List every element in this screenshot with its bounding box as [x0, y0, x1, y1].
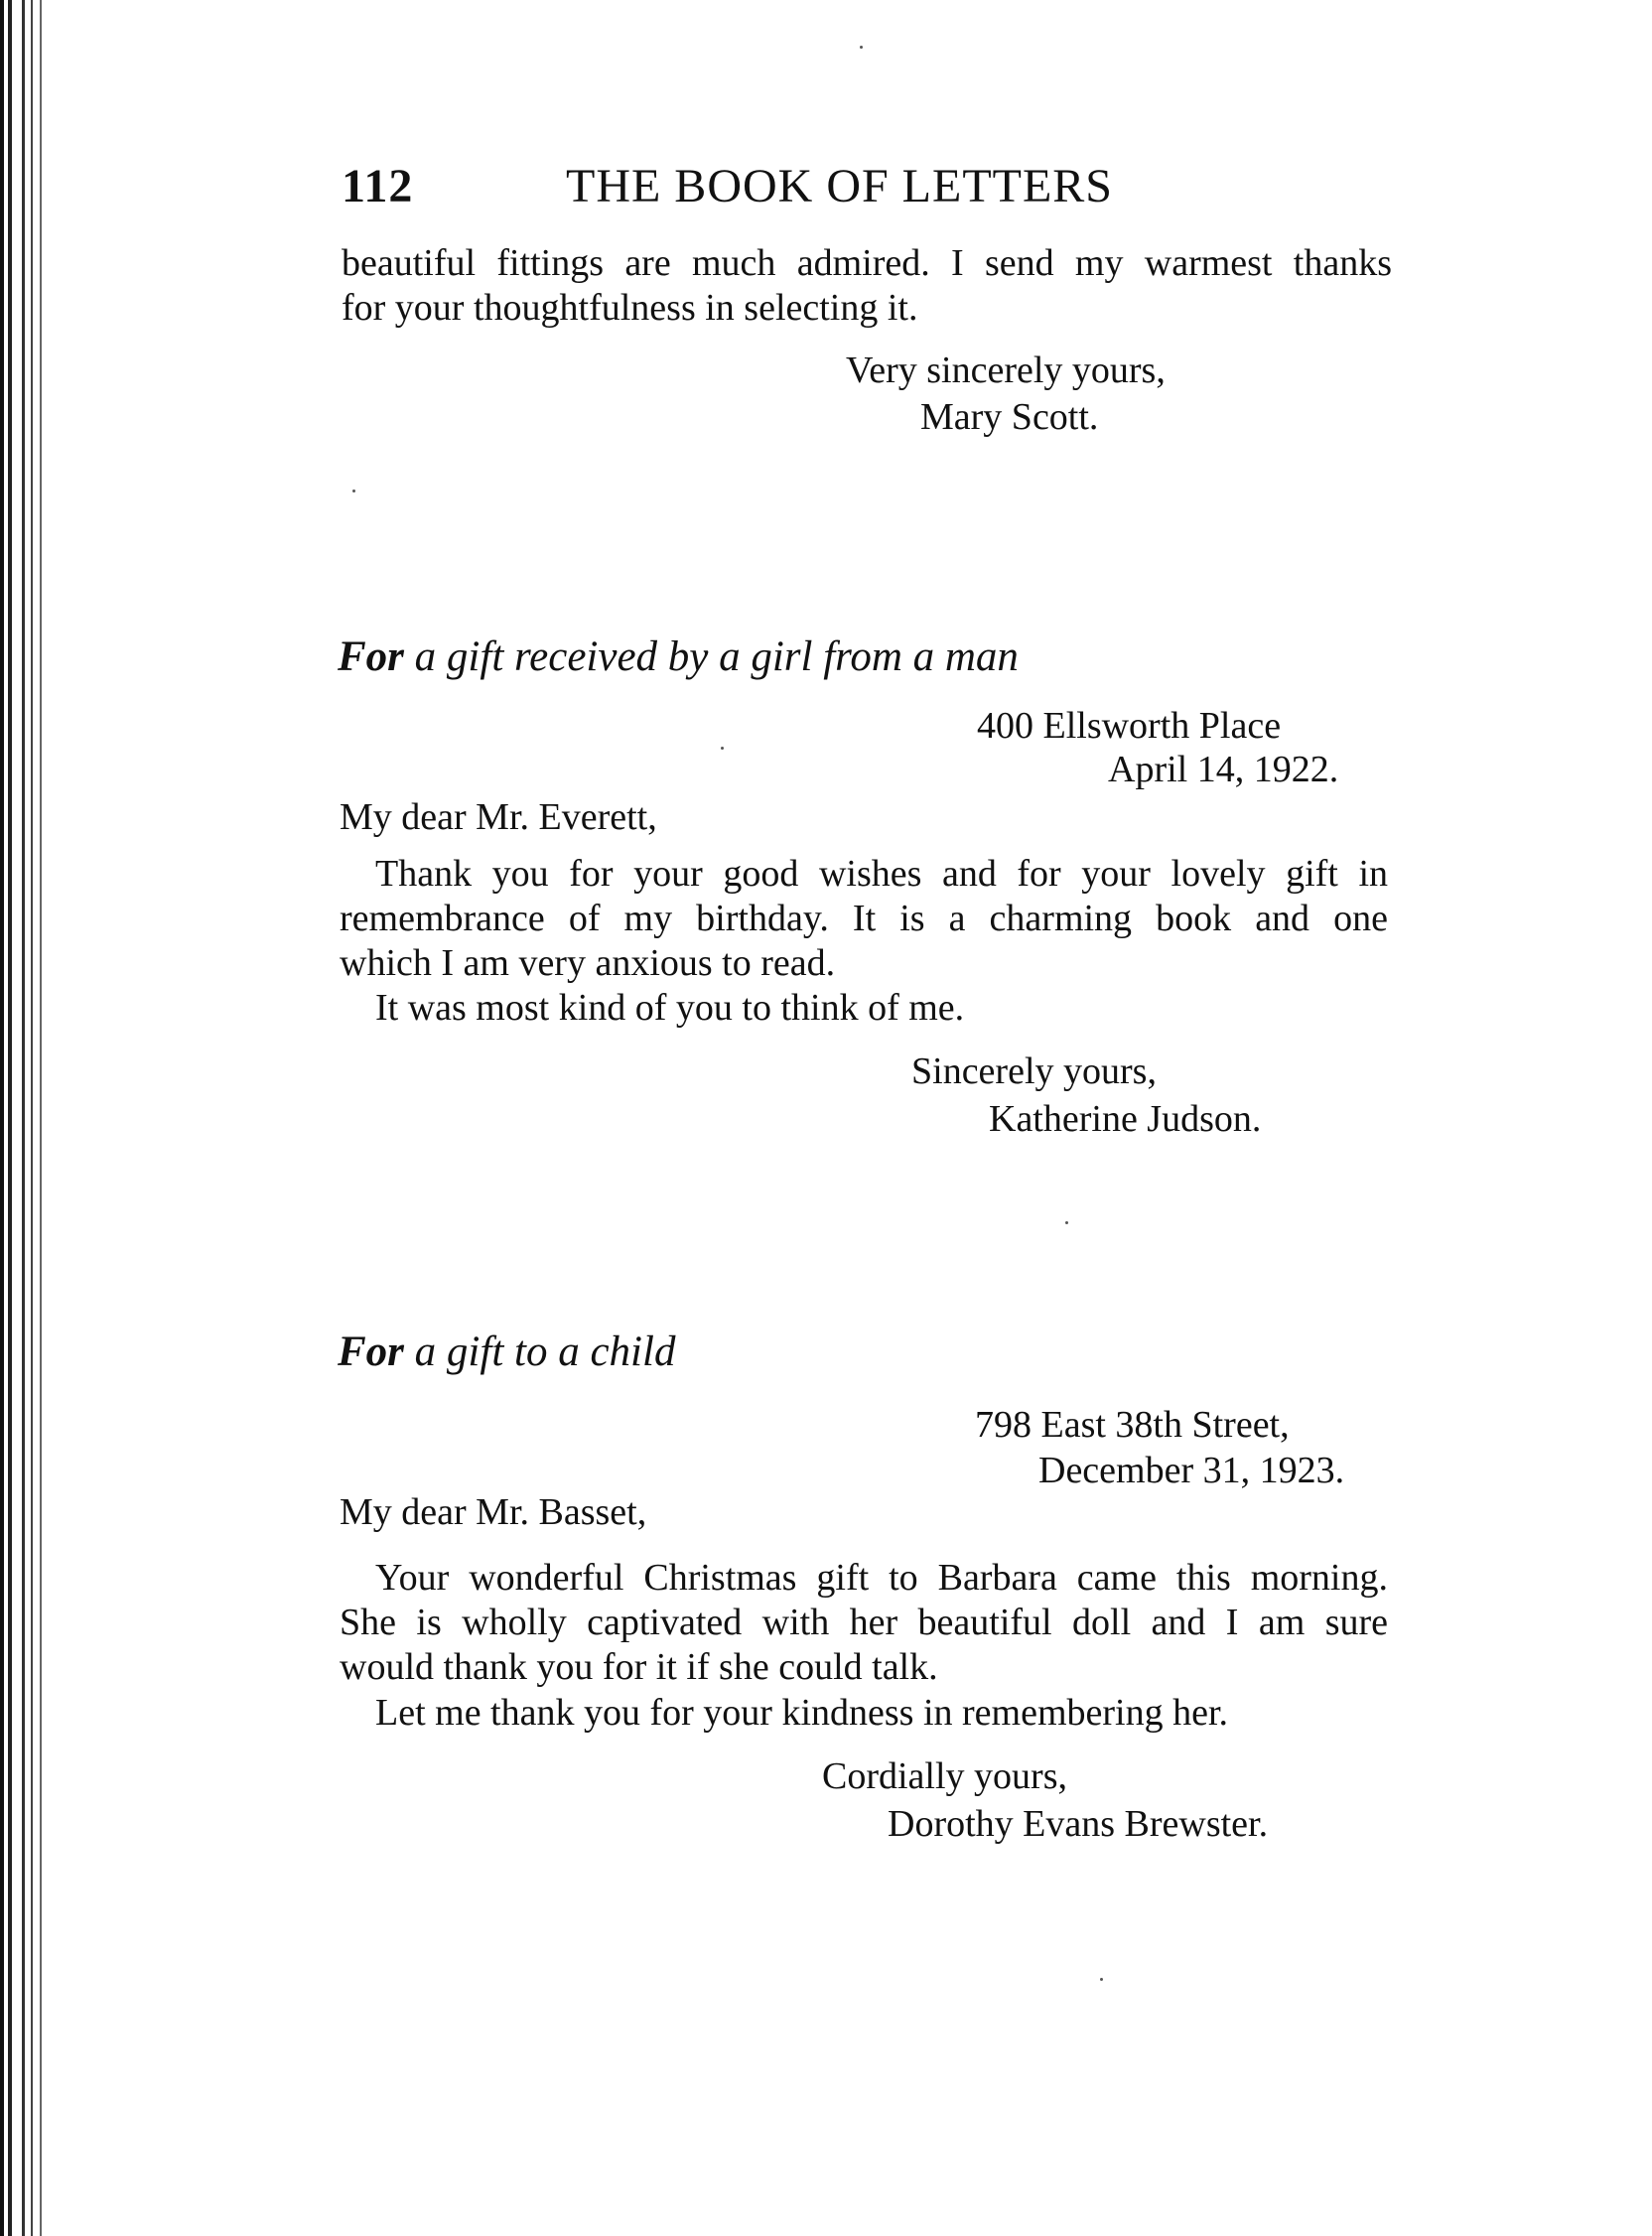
- address-line: 798 East 38th Street,: [975, 1404, 1290, 1446]
- heading-rest: a gift to a child: [403, 1328, 676, 1375]
- running-title: THE BOOK OF LETTERS: [566, 160, 1113, 212]
- scan-speck: [1065, 1221, 1068, 1224]
- salutation: My dear Mr. Everett,: [340, 796, 657, 838]
- heading-rest: a gift received by a girl from a man: [403, 633, 1019, 680]
- scan-speck: [721, 747, 724, 750]
- body-line: It was most kind of you to think of me.: [375, 987, 965, 1029]
- book-binding-edge: [0, 0, 58, 2236]
- letter-heading: [338, 1330, 675, 1373]
- signature: Mary Scott.: [920, 396, 1099, 438]
- page-number: 112: [342, 160, 414, 212]
- body-line: for your thoughtfulness in selecting it.: [342, 287, 918, 329]
- body-line: She is wholly captivated with her beautiful doll and I am sure: [340, 1602, 1388, 1643]
- body-line: would thank you for it if she could talk.: [340, 1646, 938, 1688]
- scan-speck: [352, 489, 355, 492]
- salutation: My dear Mr. Basset,: [340, 1491, 647, 1533]
- signature: Dorothy Evans Brewster.: [888, 1803, 1269, 1845]
- body-line: Your wonderful Christmas gift to Barbara came this morning.: [375, 1557, 1388, 1599]
- letter-heading: [338, 635, 1019, 678]
- body-line: remembrance of my birthday. It is a charming book and one: [340, 898, 1388, 939]
- scan-speck: [860, 46, 863, 49]
- address-line: 400 Ellsworth Place: [977, 705, 1282, 747]
- body-line: beautiful fittings are much admired. I send my warmest thanks: [342, 242, 1392, 284]
- signature: Katherine Judson.: [989, 1098, 1262, 1140]
- closing: Cordially yours,: [822, 1755, 1067, 1797]
- body-line: Thank you for your good wishes and for your lovely gift in: [375, 853, 1388, 895]
- body-line: Let me thank you for your kindness in remembering her.: [375, 1692, 1229, 1734]
- date-line: April 14, 1922.: [1108, 749, 1339, 790]
- scan-speck: [1100, 1978, 1103, 1981]
- closing: Sincerely yours,: [911, 1050, 1157, 1092]
- heading-lead: For: [338, 1328, 404, 1375]
- heading-lead: For: [338, 633, 404, 680]
- body-line: which I am very anxious to read.: [340, 942, 836, 984]
- date-line: December 31, 1923.: [1038, 1450, 1345, 1491]
- closing: Very sincerely yours,: [846, 349, 1166, 391]
